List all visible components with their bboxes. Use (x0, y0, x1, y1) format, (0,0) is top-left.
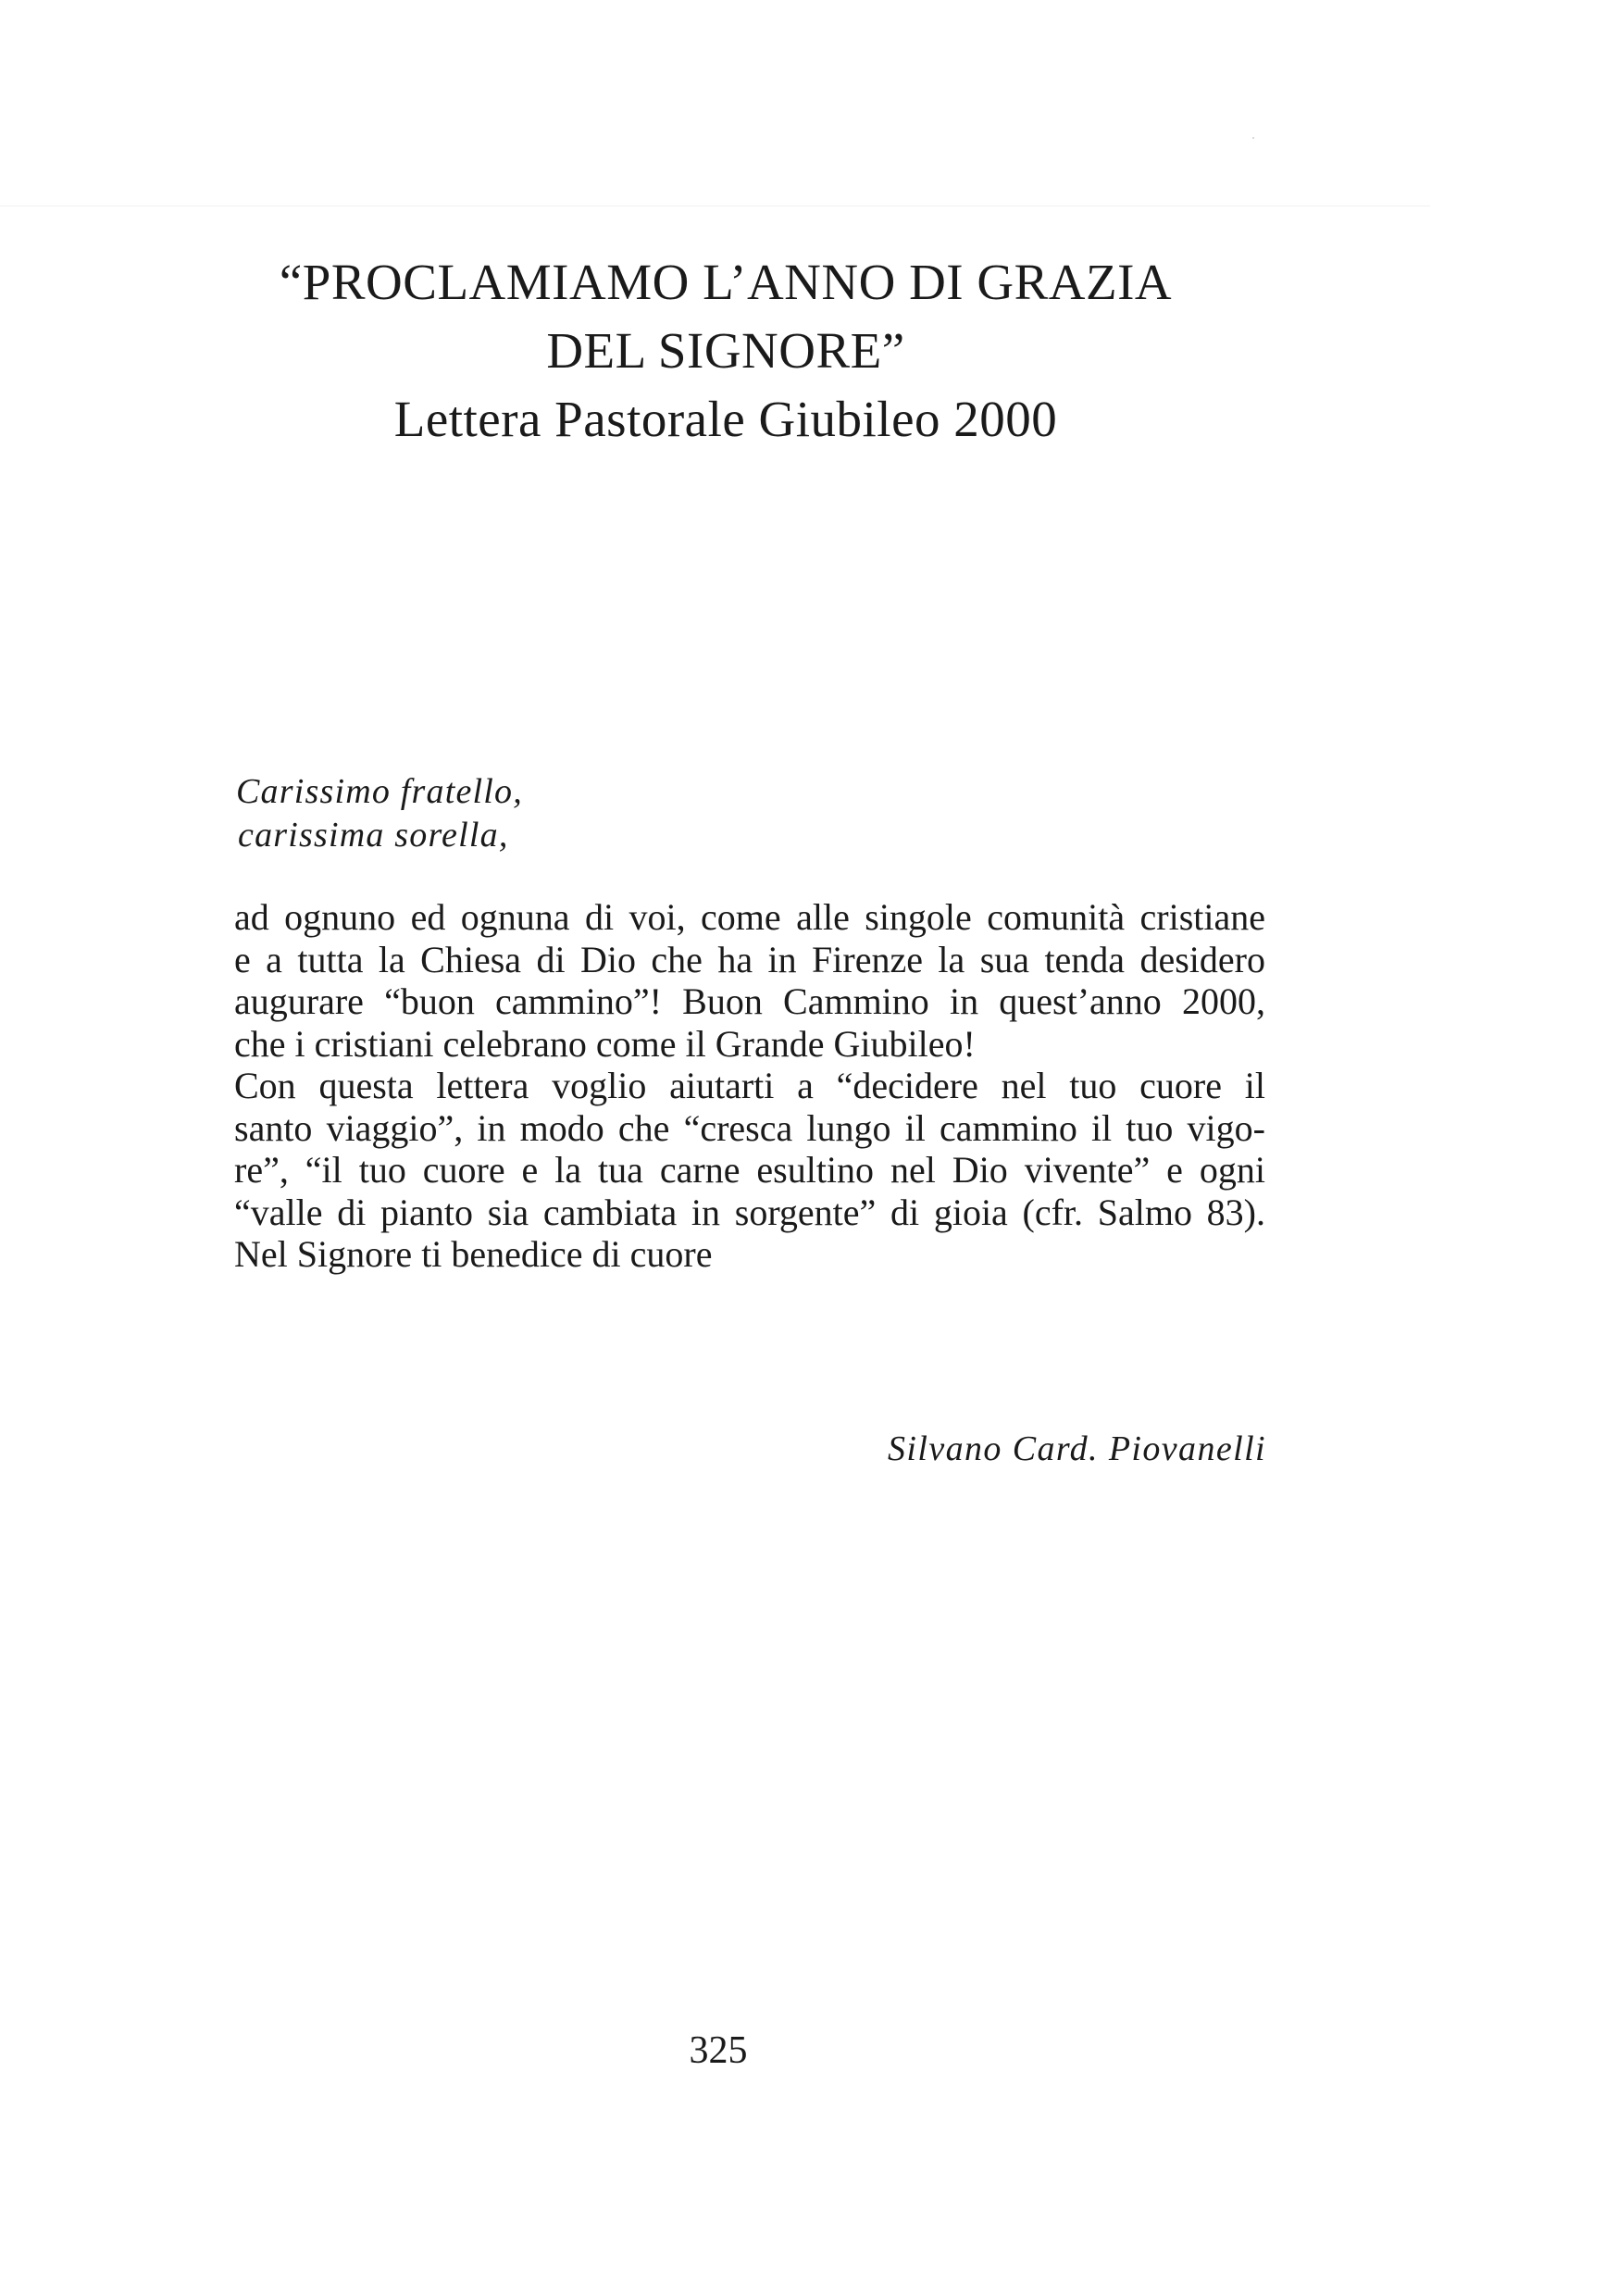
subtitle: Lettera Pastorale Giubileo 2000 (393, 391, 1058, 447)
paragraph-2-line-2: santo viaggio”, in modo che “cresca lungo il cammino il tuo vigo- (234, 1106, 1265, 1149)
page-number: 325 (689, 2029, 748, 2072)
title-line-2: DEL SIGNORE” (546, 322, 905, 379)
paragraph-2-line-3: re”, “il tuo cuore e la tua carne esultino nel Dio vivente” e ogni (234, 1149, 1265, 1191)
greeting-line-2: carissima sorella, (238, 816, 509, 855)
paragraph-1-line-1: ad ognuno ed ognuna di voi, come alle singole comunità cristiane (234, 896, 1265, 938)
signature: Silvano Card. Piovanelli (888, 1429, 1266, 1468)
paragraph-1-line-4: che i cristiani celebrano come il Grande Giubileo! (234, 1022, 976, 1065)
greeting-line-1: Carissimo fratello, (236, 772, 523, 811)
greeting (236, 770, 523, 857)
letter-body (234, 896, 1265, 1276)
paragraph-2-line-4: “valle di pianto sia cambiata in sorgente” di gioia (cfr. Salmo 83). (234, 1191, 1265, 1233)
scan-speck (1252, 137, 1254, 139)
title-block (0, 248, 1451, 454)
paragraph-1-line-3: augurare “buon cammino”! Buon Cammino in quest’anno 2000, (234, 980, 1265, 1022)
paragraph-3: Nel Signore ti benedice di cuore (234, 1233, 713, 1275)
paragraph-2-line-1: Con questa lettera voglio aiutarti a “decidere nel tuo cuore il (234, 1065, 1265, 1106)
paragraph-1-line-2: e a tutta la Chiesa di Dio che ha in Firenze la sua tenda desidero (234, 938, 1265, 980)
title-line-1: “PROCLAMIAMO L’ANNO DI GRAZIA (279, 254, 1173, 310)
